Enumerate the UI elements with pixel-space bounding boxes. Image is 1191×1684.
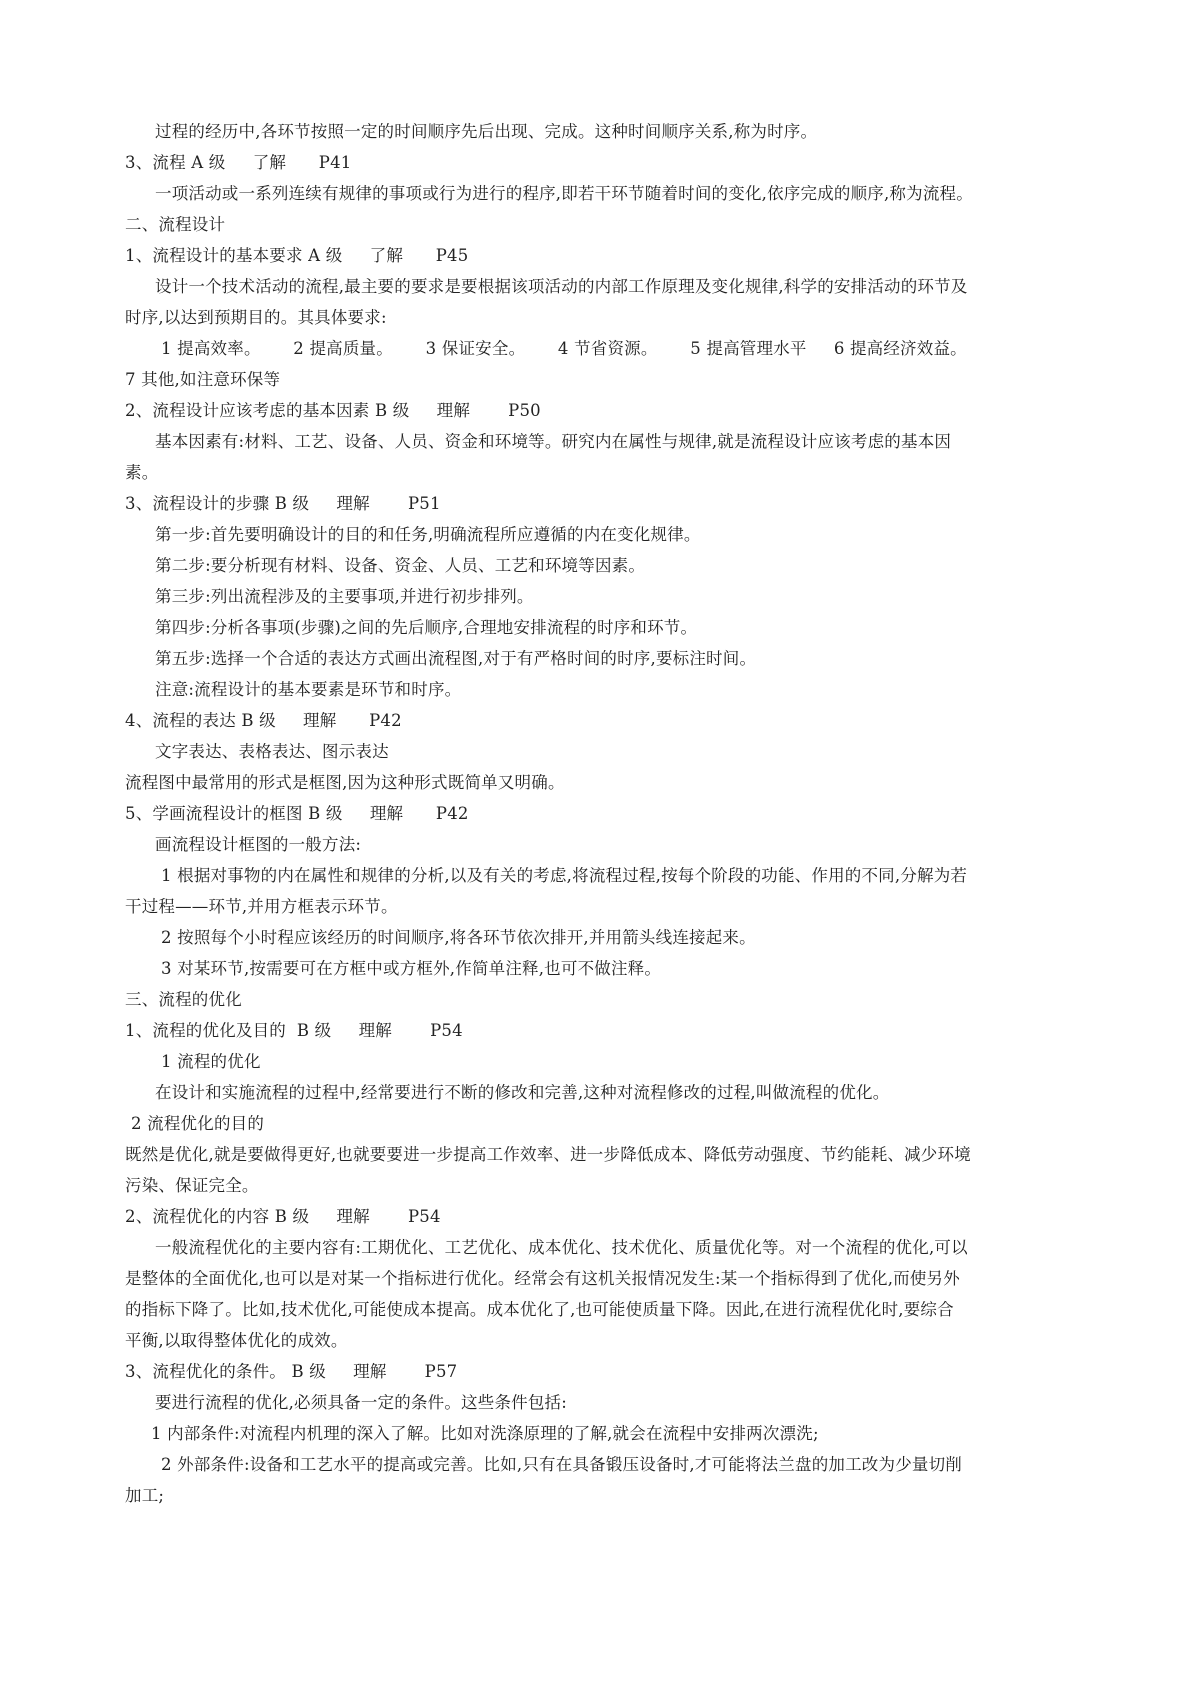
section-heading: 4、流程的表达 B 级 理解 P42 [125,711,402,730]
list-item: 第五步:选择一个合适的表达方式画出流程图,对于有严格时间的时序,要标注时间。 [155,649,757,668]
text-line: 画流程设计框图的一般方法: [155,835,362,854]
text-line: 既然是优化,就是要做得更好,也就要要进一步提高工作效率、进一步降低成本、降低劳动强度、节约能耗、减少环境 [125,1145,971,1164]
text-line: 素。 [125,463,159,482]
subheading: 1 流程的优化 [161,1052,261,1071]
subheading: 2 流程优化的目的 [131,1114,265,1133]
text-line: 是整体的全面优化,也可以是对某一个指标进行优化。经常会有这机关报情况发生:某一个指标得到了优化,而使另外 [125,1269,960,1288]
list-item: 7 其他,如注意环保等 [125,370,281,389]
text-line: 在设计和实施流程的过程中,经常要进行不断的修改和完善,这种对流程修改的过程,叫做流程的优化。 [155,1083,890,1102]
text-line: 的指标下降了。比如,技术优化,可能使成本提高。成本优化了,也可能使质量下降。因此,在进行流程优化时,要综合 [125,1300,954,1319]
list-item: 1 根据对事物的内在属性和规律的分析,以及有关的考虑,将流程过程,按每个阶段的功能、作用的不同,分解为若 [161,866,968,885]
text-line: 文字表达、表格表达、图示表达 [155,742,389,761]
section-heading: 5、学画流程设计的框图 B 级 理解 P42 [125,804,469,823]
text-line: 设计一个技术活动的流程,最主要的要求是要根据该项活动的内部工作原理及变化规律,科学的安排活动的环节及 [155,277,968,296]
section-heading: 1、流程的优化及目的 B 级 理解 P54 [125,1021,463,1040]
text-line: 时序,以达到预期目的。其具体要求: [125,308,387,327]
section-heading: 2、流程设计应该考虑的基本因素 B 级 理解 P50 [125,401,541,420]
list-item: 第三步:列出流程涉及的主要事项,并进行初步排列。 [155,587,534,606]
section-heading: 1、流程设计的基本要求 A 级 了解 P45 [125,246,469,265]
text-line: 干过程——环节,并用方框表示环节。 [125,897,398,916]
section-heading: 3、流程优化的条件。 B 级 理解 P57 [125,1362,458,1381]
text-line: 要进行流程的优化,必须具备一定的条件。这些条件包括: [155,1393,568,1412]
text-line: 污染、保证完全。 [125,1176,259,1195]
list-item: 1 内部条件:对流程内机理的深入了解。比如对洗涤原理的了解,就会在流程中安排两次漂洗; [151,1424,819,1443]
list-item: 第一步:首先要明确设计的目的和任务,明确流程所应遵循的内在变化规律。 [155,525,701,544]
section-heading: 3、流程设计的步骤 B 级 理解 P51 [125,494,441,513]
section-heading: 3、流程 A 级 了解 P41 [125,153,352,172]
text-line: 平衡,以取得整体优化的成效。 [125,1331,348,1350]
list-item: 2 按照每个小时程应该经历的时间顺序,将各环节依次排开,并用箭头线连接起来。 [161,928,756,947]
list-item: 3 对某环节,按需要可在方框中或方框外,作简单注释,也可不做注释。 [161,959,662,978]
chapter-heading: 二、流程设计 [125,215,226,234]
list-item: 2 外部条件:设备和工艺水平的提高或完善。比如,只有在具备锻压设备时,才可能将法兰盘的加工改为少量切削 [161,1455,962,1474]
section-heading: 2、流程优化的内容 B 级 理解 P54 [125,1207,441,1226]
text-line: 加工; [125,1486,165,1505]
list-item: 第四步:分析各事项(步骤)之间的先后顺序,合理地安排流程的时序和环节。 [155,618,698,637]
note-line: 注意:流程设计的基本要素是环节和时序。 [155,680,462,699]
list-item: 第二步:要分析现有材料、设备、资金、人员、工艺和环境等因素。 [155,556,646,575]
chapter-heading: 三、流程的优化 [125,990,242,1009]
list-item: 1 提高效率。 2 提高质量。 3 保证安全。 4 节省资源。 5 提高管理水平 6 提高经济效益。 [161,339,967,358]
text-line: 一般流程优化的主要内容有:工期优化、工艺优化、成本优化、技术优化、质量优化等。对一个流程的优化,可以 [155,1238,968,1257]
text-line: 过程的经历中,各环节按照一定的时间顺序先后出现、完成。这种时间顺序关系,称为时序。 [155,122,818,141]
text-line: 流程图中最常用的形式是框图,因为这种形式既简单又明确。 [125,773,565,792]
text-line: 一项活动或一系列连续有规律的事项或行为进行的程序,即若干环节随着时间的变化,依序完成的顺序,称为流程。 [155,184,973,203]
text-line: 基本因素有:材料、工艺、设备、人员、资金和环境等。研究内在属性与规律,就是流程设计应该考虑的基本因 [155,432,952,451]
